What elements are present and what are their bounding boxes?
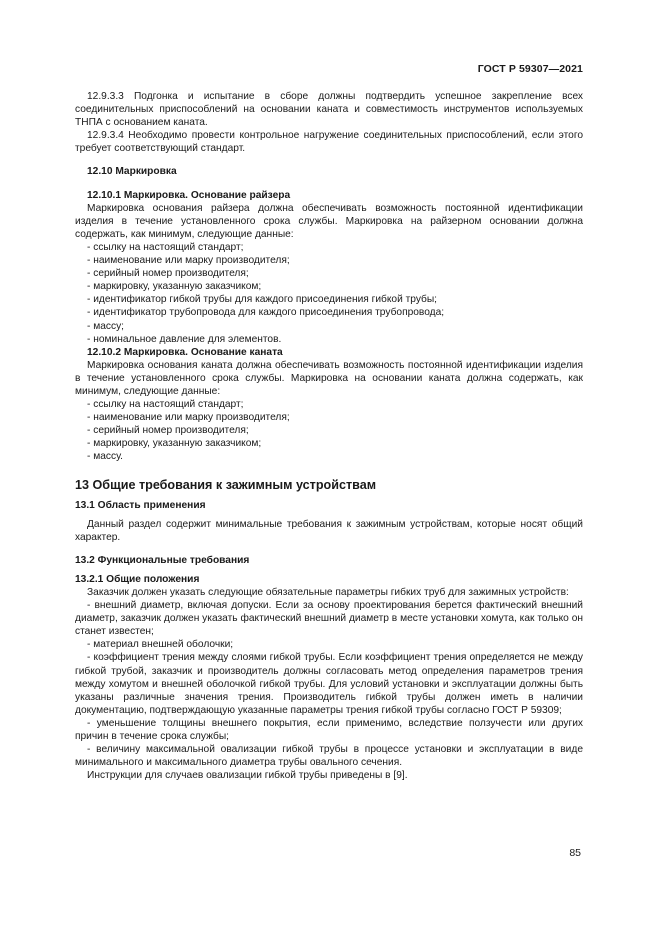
page-body bbox=[75, 90, 583, 782]
list-item: - ссылку на настоящий стандарт; bbox=[87, 399, 244, 411]
paragraph-12-9-3-4: 12.9.3.4 Необходимо провести контрольное нагружение соединительных приспособлений, если этого требует соответствующий стандарт. bbox=[75, 130, 583, 155]
section-heading-13-2: 13.2 Функциональные требования bbox=[75, 554, 250, 566]
list-item: - массу. bbox=[87, 451, 123, 463]
section-heading-12-10: 12.10 Маркировка bbox=[87, 166, 177, 178]
section-heading-13-2-1: 13.2.1 Общие положения bbox=[75, 573, 200, 585]
paragraph-12-10-1: Маркировка основания райзера должна обеспечивать возможность постоянной идентификации изделия в течение установленного срока службы. Маркировка на райзерном основании должна содержать, как минимум, следующие данные: bbox=[75, 202, 583, 240]
section-heading-13: 13 Общие требования к зажимным устройствам bbox=[75, 477, 377, 492]
list-item: - величину максимальной овализации гибкой трубы в процессе установки и эксплуатации в виде минимального и максимального диаметра трубы овального сечения. bbox=[75, 744, 583, 769]
paragraph-12-9-3-3: 12.9.3.3 Подгонка и испытание в сборе должны подтвердить успешное закрепление всех соединительных приспособлений на основании каната и совместимость инструментов используемых ТНПА с основанием каната. bbox=[75, 91, 583, 129]
list-12-10-1 bbox=[75, 241, 583, 346]
paragraph-13-2-1: Заказчик должен указать следующие обязательные параметры гибких труб для зажимных устройств: bbox=[87, 587, 569, 598]
subsection-heading-12-10-1: 12.10.1 Маркировка. Основание райзера bbox=[87, 189, 291, 201]
list-item: - номинальное давление для элементов. bbox=[87, 333, 282, 345]
list-item: - маркировку, указанную заказчиком; bbox=[87, 438, 262, 450]
list-item: - внешний диаметр, включая допуски. Если за основу проектирования берется фактический внешний диаметр, заказчик должен указать фактический внешний диаметр в месте установки хомута, как только он станет известен; bbox=[75, 600, 583, 638]
paragraph-13-1: Данный раздел содержит минимальные требования к зажимным устройствам, которые носят общий характер. bbox=[75, 518, 583, 543]
list-12-10-2 bbox=[75, 398, 583, 463]
paragraph-12-10-2: Маркировка основания каната должна обеспечивать возможность постоянной идентификации изделия в течение установленного срока службы. Маркировка на основании каната должна содержать, как минимум, следующие данные: bbox=[75, 359, 583, 397]
list-item: - уменьшение толщины внешнего покрытия, если применимо, вследствие ползучести или других причин в течение срока службы; bbox=[75, 717, 583, 743]
list-item: - наименование или марку производителя; bbox=[87, 412, 290, 424]
list-item: - серийный номер производителя; bbox=[87, 425, 249, 437]
list-item: - серийный номер производителя; bbox=[87, 268, 249, 280]
list-item: - массу; bbox=[87, 320, 125, 332]
subsection-heading-12-10-2: 12.10.2 Маркировка. Основание каната bbox=[87, 346, 283, 358]
standard-header: ГОСТ Р 59307—2021 bbox=[477, 63, 583, 75]
list-item: - коэффициент трения между слоями гибкой трубы. Если коэффициент трения определяется не между гибкой трубой, заказчик и производитель должны согласовать метод определения параметров трения между хомутом и внешней оболочкой гибкой трубы. Для условий установки и эксплуатации должны быть указаны различные значения трения. Производитель гибкой трубы должен иметь в наличии документацию, подтверждающую указанные параметры трения гибкой трубы согласно ГОСТ Р 59309; bbox=[75, 652, 583, 716]
list-item: - материал внешней оболочки; bbox=[87, 639, 234, 651]
list-item: - наименование или марку производителя; bbox=[87, 255, 290, 267]
list-item: - идентификатор трубопровода для каждого присоединения трубопровода; bbox=[87, 307, 445, 319]
list-item: - ссылку на настоящий стандарт; bbox=[87, 241, 244, 253]
page-number: 85 bbox=[569, 847, 581, 859]
list-item: - идентификатор гибкой трубы для каждого присоединения гибкой трубы; bbox=[87, 294, 438, 306]
paragraph-final: Инструкции для случаев овализации гибкой трубы приведены в [9]. bbox=[87, 770, 408, 782]
list-13-2-1 bbox=[75, 599, 583, 769]
list-item: - маркировку, указанную заказчиком; bbox=[87, 281, 262, 293]
section-heading-13-1: 13.1 Область применения bbox=[75, 499, 206, 511]
